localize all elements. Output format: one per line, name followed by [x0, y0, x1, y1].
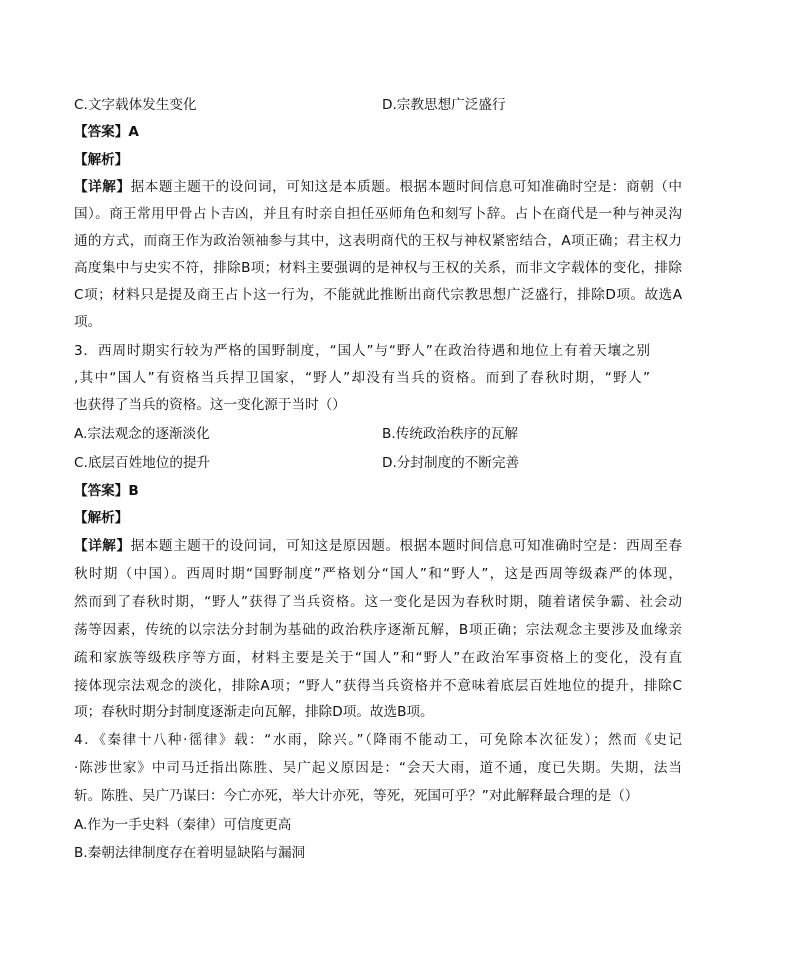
- q2-detail-line-2: 通的方式，而商王作为政治领袖参与其中，这表明商代的王权与神权紧密结合，A项正确；君主权力: [74, 233, 682, 249]
- q4-option-b: B.秦朝法律制度存在着明显缺陷与漏洞: [74, 845, 306, 861]
- q3-analysis-label: 【解析】: [74, 510, 129, 526]
- answer-value: B: [128, 483, 139, 499]
- q2-option-c: C.文字载体发生变化: [74, 97, 197, 113]
- detail-text: 据本题主题干的设问词，可知这是原因题。根据本题时间信息可知准确时空是：西周至春: [130, 538, 683, 554]
- q3-option-b: B.传统政治秩序的瓦解: [382, 426, 518, 442]
- q3-stem-line-2: 也获得了当兵的资格。这一变化源于当时（）: [74, 397, 346, 413]
- detail-label: 【详解】: [74, 538, 131, 554]
- q3-detail-line-6: 项；春秋时期分封制度逐渐走向瓦解，排除D项。故选B项。: [74, 704, 434, 720]
- q2-detail-line-3: 高度集中与史实不符，排除B项；材料主要强调的是神权与王权的关系，而非文字载体的变化，排除: [74, 260, 682, 276]
- answer-value: A: [128, 124, 139, 140]
- detail-text: 据本题主题干的设问词，可知这是本质题。根据本题时间信息可知准确时空是：商朝（中: [130, 179, 683, 195]
- answer-label: 【答案】: [74, 483, 129, 499]
- q3-detail-line-2: 然而到了春秋时期，“野人”获得了当兵资格。这一变化是因为春秋时期，随着诸侯争霸、社会动: [74, 594, 682, 610]
- q4-stem-line-1: ·陈涉世家》中司马迁指出陈胜、吴广起义原因是：“会天大雨，道不通，度已失期。失期，法当: [74, 760, 682, 776]
- q3-detail-line-1: 秋时期（中国）。西周时期“国野制度”严格划分“国人”和“野人”，这是西周等级森严的体现，: [74, 566, 682, 582]
- q3-option-d: D.分封制度的不断完善: [382, 455, 520, 471]
- q3-detail-line-5: 接体现宗法观念的淡化，排除A项；“野人”获得当兵资格并不意味着底层百姓地位的提升，排除C: [74, 678, 682, 694]
- q3-stem-line-0: 3．西周时期实行较为严格的国野制度，“国人”与“野人”在政治待遇和地位上有着天壤之别: [74, 343, 650, 359]
- q4-option-a: A.作为一手史料（秦律）可信度更高: [74, 817, 292, 833]
- answer-label: 【答案】: [74, 124, 129, 140]
- q3-stem-line-1: ,其中“国人”有资格当兵捍卫国家，“野人”却没有当兵的资格。而到了春秋时期，“野人”: [74, 370, 650, 386]
- q2-detail-line-4: C项；材料只是提及商王占卜这一行为，不能就此推断出商代宗教思想广泛盛行，排除D项。故选A: [74, 287, 682, 303]
- detail-label: 【详解】: [74, 179, 131, 195]
- q2-answer: [74, 122, 139, 142]
- q4-stem-line-0: 4．《秦律十八种·徭律》载：“水雨，除兴。”（降雨不能动工，可免除本次征发）；然而《史记: [74, 732, 682, 748]
- q3-option-a: A.宗法观念的逐渐淡化: [74, 426, 210, 442]
- q2-detail-line-0: [74, 177, 682, 197]
- q2-detail-line-5: 项。: [74, 314, 102, 330]
- q2-analysis-label: 【解析】: [74, 152, 129, 168]
- q2-detail-line-1: 国）。商王常用甲骨占卜吉凶，并且有时亲自担任巫师角色和刻写卜辞。占卜在商代是一种与神灵沟: [74, 206, 682, 222]
- q4-stem-line-2: 斩。陈胜、吴广乃谋曰：今亡亦死，举大计亦死，等死，死国可乎？”对此解释最合理的是（）: [74, 788, 639, 804]
- q3-answer: [74, 481, 139, 501]
- q3-detail-line-4: 疏和家族等级秩序等方面，材料主要是关于“国人”和“野人”在政治军事资格上的变化，没有直: [74, 650, 682, 666]
- q3-detail-line-0: [74, 536, 682, 556]
- q3-detail-line-3: 荡等因素，传统的以宗法分封制为基础的政治秩序逐渐瓦解，B项正确；宗法观念主要涉及血缘亲: [74, 622, 682, 638]
- q2-option-d: D.宗教思想广泛盛行: [382, 97, 506, 113]
- q3-option-c: C.底层百姓地位的提升: [74, 455, 211, 471]
